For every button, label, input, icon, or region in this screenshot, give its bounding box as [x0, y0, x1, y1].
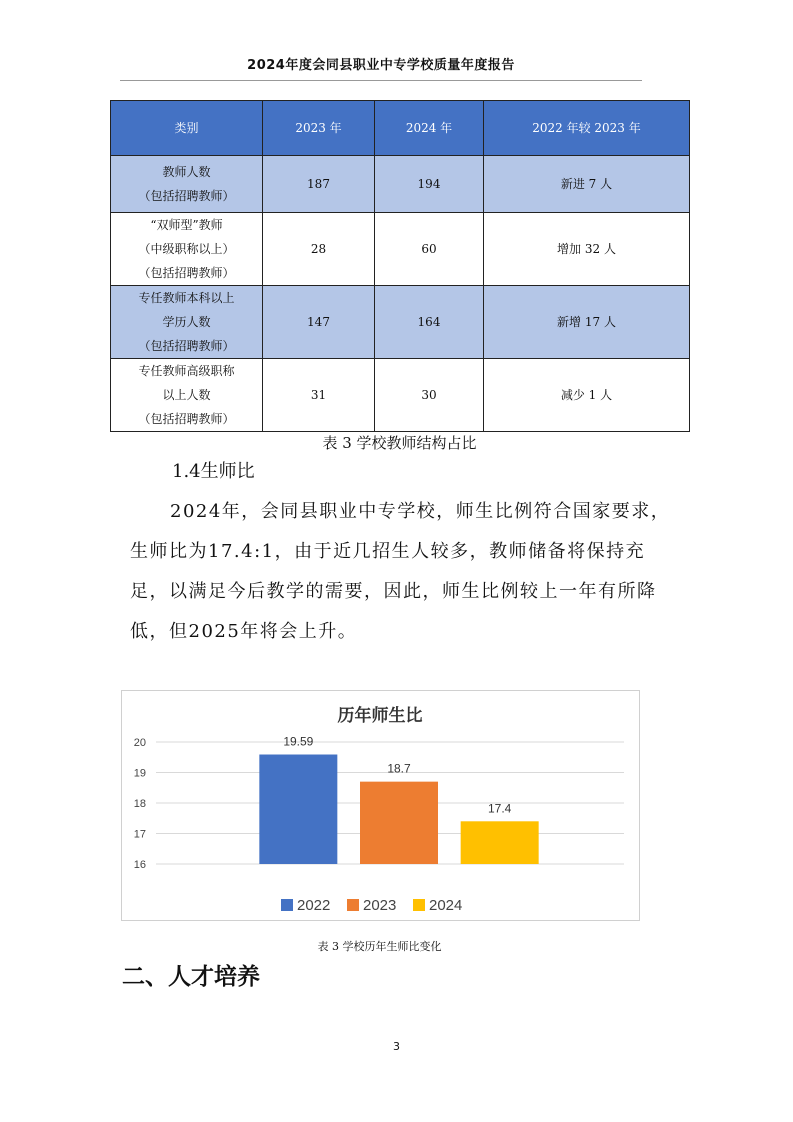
category-line: 学历人数	[162, 315, 211, 329]
legend-swatch	[413, 899, 425, 911]
ratio-chart	[121, 690, 640, 921]
category-cell	[111, 156, 263, 213]
category-line: 教师人数	[162, 165, 211, 179]
y-tick-label: 19	[133, 767, 146, 780]
value-2024-cell: 30	[375, 359, 484, 432]
change-cell: 新进 7 人	[484, 156, 690, 213]
table-row	[111, 213, 690, 286]
col-header-2023: 2023 年	[263, 101, 375, 156]
value-2024-cell: 60	[375, 213, 484, 286]
bar	[259, 755, 337, 864]
value-2023-cell: 31	[263, 359, 375, 432]
section-title: 1.4生师比	[172, 461, 255, 482]
header-rule	[120, 80, 642, 81]
value-2024-cell: 164	[375, 286, 484, 359]
table-caption: 表 3 学校教师结构占比	[322, 434, 477, 452]
legend-swatch	[281, 899, 293, 911]
teacher-structure-table	[110, 100, 690, 432]
ratio-chart-svg	[122, 691, 639, 920]
category-cell	[111, 213, 263, 286]
value-2023-cell: 147	[263, 286, 375, 359]
legend-swatch	[347, 899, 359, 911]
bar	[461, 821, 539, 864]
category-line: “双师型”教师	[150, 218, 223, 232]
body-paragraph: 2024年，会同县职业中专学校，师生比例符合国家要求，生师比为17.4:1，由于近几招生人较多，教师储备将保持充足，以满足今后教学的需要，因此，师生比例较上一年有所降低，但2025年将会上升。	[130, 501, 671, 642]
change-cell: 新增 17 人	[484, 286, 690, 359]
col-header-2024: 2024 年	[375, 101, 484, 156]
category-cell	[111, 359, 263, 432]
page-header: 2024年度会同县职业中专学校质量年度报告	[247, 58, 515, 73]
category-line: （包括招聘教师）	[138, 189, 235, 203]
y-tick-label: 18	[133, 798, 146, 810]
table-row	[111, 156, 690, 213]
table-row	[111, 359, 690, 432]
value-2023-cell: 28	[263, 213, 375, 286]
category-line: （包括招聘教师）	[138, 339, 235, 353]
section-heading: 二、人才培养	[122, 964, 260, 990]
legend-entry: 2022	[297, 897, 331, 914]
y-tick-label: 16	[133, 859, 146, 871]
category-line: （中级职称以上）	[138, 242, 235, 256]
col-header-category: 类别	[111, 101, 263, 156]
category-line: 专任教师本科以上	[138, 291, 235, 305]
data-label: 18.7	[387, 761, 411, 776]
legend-entry: 2024	[429, 897, 463, 914]
data-label: 17.4	[487, 801, 512, 816]
y-tick-label: 20	[133, 737, 146, 749]
value-2023-cell: 187	[263, 156, 375, 213]
change-cell: 增加 32 人	[484, 213, 690, 286]
category-line: 专任教师高级职称	[138, 364, 235, 378]
col-header-change: 2022 年较 2023 年	[484, 101, 690, 156]
legend-entry: 2023	[363, 897, 397, 914]
data-label: 19.59	[283, 734, 314, 749]
page-number: 3	[393, 1040, 400, 1053]
table-row	[111, 286, 690, 359]
category-line: （包括招聘教师）	[138, 412, 235, 426]
table-header-row	[111, 101, 690, 156]
bar	[360, 782, 438, 864]
chart-caption: 表 3 学校历年生师比变化	[317, 940, 442, 953]
change-cell: 减少 1 人	[484, 359, 690, 432]
category-line: （包括招聘教师）	[138, 266, 235, 280]
chart-title: 历年师生比	[337, 706, 423, 725]
category-line: 以上人数	[162, 388, 211, 402]
category-cell	[111, 286, 263, 359]
value-2024-cell: 194	[375, 156, 484, 213]
y-tick-label: 17	[133, 828, 146, 841]
